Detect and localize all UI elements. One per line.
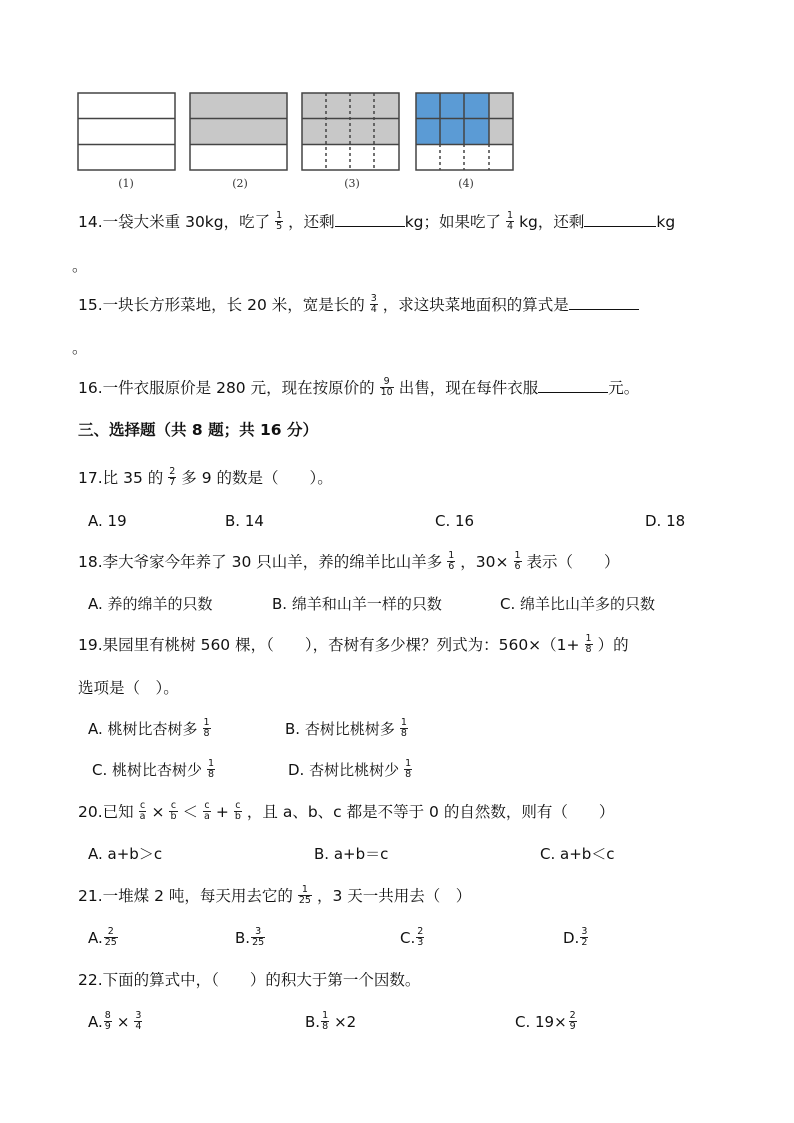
q18-option-b[interactable]: B. 绵羊和山羊一样的只数 — [272, 595, 442, 613]
fraction: $\frac{2}{25}$ — [104, 926, 117, 948]
fraction: $\frac{2}{3}$ — [417, 926, 424, 948]
fraction: $\frac{1}{8}$ — [405, 758, 412, 780]
figure-label-2: (2) — [232, 177, 248, 190]
fraction: $\frac{3}{4}$ — [370, 293, 377, 315]
fraction: $\frac{1}{6}$ — [514, 550, 521, 572]
figure-3 — [302, 93, 399, 190]
fraction: $\frac{1}{4}$ — [507, 210, 514, 232]
answer-blank[interactable] — [335, 212, 405, 227]
fraction: $\frac{2}{7}$ — [169, 466, 176, 488]
answer-blank[interactable] — [584, 212, 656, 227]
figure-label-4: (4) — [458, 177, 474, 190]
fraction: $\frac{3}{2}$ — [581, 926, 588, 948]
fraction: $\frac{3}{25}$ — [252, 926, 265, 948]
figure-1 — [78, 93, 175, 190]
fraction: $\frac{c}{a}$ — [204, 800, 210, 822]
figure-label-3: (3) — [344, 177, 360, 190]
q21-option-d[interactable]: D. $\frac{3}{2}$ — [563, 926, 588, 948]
question-20: 20.已知 $\frac{c}{a}$ × $\frac{c}{b}$ ＜ $\frac{c}{a}$ + $\frac{c}{b}$ ，且 a、b、c 都是不等于 0 的自然数，则有（ ） — [78, 800, 615, 822]
q21-option-b[interactable]: B. $\frac{3}{25}$ — [235, 926, 265, 948]
fraction: $\frac{8}{9}$ — [104, 1010, 111, 1032]
fraction: $\frac{3}{4}$ — [135, 1010, 142, 1032]
question-17: 17.比 35 的 $\frac{2}{7}$ 多 9 的数是（ ）。 — [78, 466, 333, 488]
answer-blank[interactable] — [538, 378, 608, 393]
q19-option-a[interactable]: A. 桃树比杏树多 $\frac{1}{8}$ — [88, 717, 210, 739]
fraction: $\frac{1}{6}$ — [448, 550, 455, 572]
question-16: 16.一件衣服原价是 280 元，现在按原价的 $\frac{9}{10}$ 出售，现在每件衣服 元。 — [78, 376, 640, 398]
question-14: 14.一袋大米重 30kg，吃了 $\frac{1}{5}$ ，还剩 kg；如果吃了 $\frac{1}{4}$ kg，还剩 kg — [78, 210, 676, 232]
fraction: $\frac{1}{8}$ — [208, 758, 215, 780]
q22-option-b[interactable]: B. $\frac{1}{8}$ ×2 — [305, 1010, 357, 1032]
section-3-title: 三、选择题（共 8 题；共 16 分） — [78, 421, 318, 439]
q21-option-a[interactable]: A. $\frac{2}{25}$ — [88, 926, 117, 948]
q20-option-c[interactable]: C. a+b＜c — [540, 845, 615, 863]
question-19: 19.果园里有桃树 560 棵，（ ），杏树有多少棵？列式为：560×（1+ $\frac{1}{8}$ ）的 — [78, 633, 629, 655]
q18-option-c[interactable]: C. 绵羊比山羊多的只数 — [500, 595, 656, 613]
fraction: $\frac{1}{5}$ — [276, 210, 283, 232]
q21-option-c[interactable]: C. $\frac{2}{3}$ — [400, 926, 424, 948]
fraction: $\frac{1}{8}$ — [400, 717, 407, 739]
q19-option-c[interactable]: C. 桃树比杏树少 $\frac{1}{8}$ — [92, 758, 215, 780]
fraction: $\frac{c}{b}$ — [234, 800, 241, 822]
fraction: $\frac{1}{8}$ — [203, 717, 210, 739]
question-15-tail: 。 — [72, 339, 88, 357]
answer-blank[interactable] — [569, 295, 639, 310]
fraction: $\frac{9}{10}$ — [380, 376, 393, 398]
figure-2 — [190, 93, 287, 190]
fraction: $\frac{1}{8}$ — [322, 1010, 329, 1032]
fraction-figure — [0, 0, 794, 195]
q17-option-d[interactable]: D. 18 — [645, 512, 686, 530]
figure-label-1: (1) — [118, 177, 134, 190]
q20-option-a[interactable]: A. a+b＞c — [88, 845, 163, 863]
fraction: $\frac{c}{b}$ — [170, 800, 177, 822]
q19-option-b[interactable]: B. 杏树比桃树多 $\frac{1}{8}$ — [285, 717, 407, 739]
question-15: 15.一块长方形菜地，长 20 米，宽是长的 $\frac{3}{4}$ ，求这块菜地面积的算式是 — [78, 295, 639, 316]
fraction: $\frac{c}{a}$ — [139, 800, 146, 822]
fraction: $\frac{1}{8}$ — [585, 633, 592, 655]
q19-option-d[interactable]: D. 杏树比桃树少 $\frac{1}{8}$ — [288, 758, 412, 780]
q17-option-b[interactable]: B. 14 — [225, 512, 264, 530]
question-14-tail: 。 — [72, 257, 88, 275]
q17-option-c[interactable]: C. 16 — [435, 512, 475, 530]
figure-4 — [416, 93, 513, 190]
fraction: $\frac{2}{9}$ — [569, 1010, 576, 1032]
question-21: 21.一堆煤 2 吨，每天用去它的 $\frac{1}{25}$ ，3 天一共用去（ ） — [78, 884, 472, 906]
question-22: 22.下面的算式中，（ ）的积大于第一个因数。 — [78, 971, 421, 989]
fraction: $\frac{1}{25}$ — [298, 884, 311, 906]
q17-option-a[interactable]: A. 19 — [88, 512, 127, 530]
q18-option-a[interactable]: A. 养的绵羊的只数 — [88, 595, 213, 613]
q20-option-b[interactable]: B. a+b＝c — [314, 845, 389, 863]
q22-option-a[interactable]: A. $\frac{8}{9}$ × $\frac{3}{4}$ — [88, 1010, 142, 1032]
q22-option-c[interactable]: C. 19× $\frac{2}{9}$ — [515, 1010, 576, 1032]
question-18: 18.李大爷家今年养了 30 只山羊，养的绵羊比山羊多 $\frac{1}{6}$ ，30× $\frac{1}{6}$ 表示（ ） — [78, 550, 620, 572]
question-19-line2: 选项是（ ）。 — [78, 679, 179, 697]
